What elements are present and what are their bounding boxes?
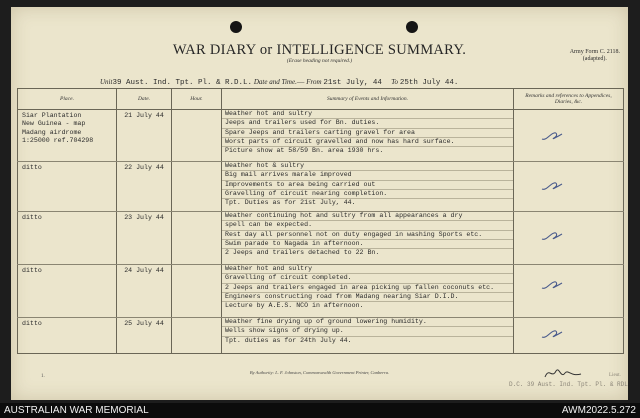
summary-line: Big mail arrives marale improved (222, 171, 513, 180)
entry-hour (172, 110, 222, 162)
from-value: 21st July, 44 (323, 79, 382, 87)
entry-remarks (514, 162, 624, 212)
summary-line: Engineers constructing road from Madang nearing Siar D.I.D. (222, 293, 513, 302)
summary-line: Swim parade to Nagada in afternoon. (222, 240, 513, 249)
entry-date: 25 July 44 (117, 318, 172, 354)
document-title: WAR DIARY or INTELLIGENCE SUMMARY. (172, 42, 467, 58)
summary-line: Wells show signs of drying up. (222, 327, 513, 336)
page-footer-mark: 1. (41, 374, 45, 379)
summary-line: Weather hot & sultry (222, 162, 513, 171)
entry-hour (172, 212, 222, 265)
entry-summary (222, 110, 514, 162)
summary-line: Weather hot and sultry (222, 265, 513, 274)
initials-mark-icon (540, 279, 564, 291)
table-row (18, 212, 624, 265)
col-header-remarks: Remarks and references to Appendices, Diaries, &c. (514, 89, 624, 110)
col-header-hour: Hour. (172, 89, 222, 110)
from-label: From (306, 78, 322, 86)
unit-label: Unit (100, 78, 113, 86)
summary-line: Improvements to area being carried out (222, 181, 513, 190)
caption-source: AUSTRALIAN WAR MEMORIAL (4, 405, 149, 416)
col-header-date: Date. (117, 89, 172, 110)
summary-line: Spare Jeeps and trailers carting gravel for area (222, 129, 513, 138)
initials-mark-icon (540, 230, 564, 242)
summary-line: Weather fine drying up of ground lowering humidity. (222, 318, 513, 327)
col-header-summary: Summary of Events and Information. (222, 89, 514, 110)
entry-summary (222, 265, 514, 318)
stamp-rank: Lieut. (609, 373, 621, 378)
entry-place: ditto (18, 318, 117, 354)
unit-stamp (501, 365, 628, 395)
place-line: New Guinea - map (22, 120, 86, 128)
authority-line: By Authority: L. F. Johnston, Commonwealth Government Printer, Canberra. (249, 370, 390, 375)
summary-line: Rest day all personnel not on duty engaged in washing Sports etc. (222, 231, 513, 240)
col-header-place: Place. (18, 89, 117, 110)
table-row (18, 265, 624, 318)
summary-line: Jeeps and trailers used for Bn. duties. (222, 119, 513, 128)
summary-line: spell can be expected. (222, 221, 513, 230)
table-row (18, 162, 624, 212)
to-value: 25th July 44. (399, 79, 459, 87)
summary-line: Worst parts of circuit gravelled and now has hard surface. (222, 138, 513, 147)
summary-line: Lecture by A.E.S. NCO in afternoon. (225, 302, 364, 310)
entry-hour (172, 265, 222, 318)
entry-remarks (514, 265, 624, 318)
entry-remarks (514, 110, 624, 162)
unit-value: 39 Aust. Ind. Tpt. Pl. & R.D.L. (112, 79, 252, 87)
summary-line: Gravelling of circuit completed. (222, 274, 513, 283)
date-time-label: Date and Time. (253, 78, 297, 86)
table-header-row (18, 89, 624, 110)
punch-hole-left (230, 21, 242, 33)
place-line: Madang airdrome (22, 128, 82, 136)
entry-place: ditto (18, 265, 117, 318)
unit-date-row: Unit39 Aust. Ind. Tpt. Pl. & R.D.L. Date and Time.— From 21st July, 44 To 25th July 44. (100, 77, 459, 87)
army-form-label (570, 49, 620, 63)
document-subtitle: (Erase heading not required.) (286, 58, 353, 64)
to-label: To (391, 78, 399, 86)
table-row (18, 318, 624, 354)
entry-date: 21 July 44 (117, 110, 172, 162)
army-form-note: (adapted). (582, 56, 607, 62)
place-line: Siar Plantation (22, 112, 82, 119)
table-row (18, 110, 624, 162)
entry-summary (222, 318, 514, 354)
punch-hole-right (406, 21, 418, 33)
initials-mark-icon (540, 180, 564, 192)
entry-hour (172, 318, 222, 354)
entry-summary (222, 162, 514, 212)
entry-place: ditto (18, 212, 117, 265)
army-form-number: Army Form C. 2118. (569, 49, 620, 55)
summary-line: Tpt. duties as for 24th July 44. (225, 336, 352, 344)
entry-date: 23 July 44 (117, 212, 172, 265)
summary-line: Picture show at 58/59 Bn. area 1930 hrs. (225, 147, 384, 155)
summary-line: Gravelling of circuit nearing completion. (222, 190, 513, 199)
entry-summary (222, 212, 514, 265)
place-line: 1:25000 ref.704298 (22, 136, 94, 144)
entry-place (18, 110, 117, 162)
summary-line: 2 Jeeps and trailers engaged in area picking up fallen coconuts etc. (222, 284, 513, 293)
entry-date: 24 July 44 (117, 265, 172, 318)
initials-mark-icon (540, 130, 564, 142)
caption-accession: AWM2022.5.272 (561, 405, 636, 416)
entry-remarks (514, 318, 624, 354)
diary-table (17, 88, 624, 354)
entry-date: 22 July 44 (117, 162, 172, 212)
entry-place: ditto (18, 162, 117, 212)
entry-hour (172, 162, 222, 212)
caption-bar (0, 403, 640, 418)
diary-sheet (11, 7, 628, 400)
summary-line: Weather continuing hot and sultry from all appearances a dry (222, 212, 513, 221)
stamp-text: D.C. 39 Aust. Ind. Tpt. Pl. & RDL (509, 381, 628, 388)
entry-remarks (514, 212, 624, 265)
initials-mark-icon (540, 328, 564, 340)
summary-line: 2 Jeeps and trailers detached to 22 Bn. (225, 249, 380, 257)
summary-line: Weather hot and sultry (222, 110, 513, 119)
summary-line: Tpt. Duties as for 21st July, 44. (225, 199, 356, 207)
